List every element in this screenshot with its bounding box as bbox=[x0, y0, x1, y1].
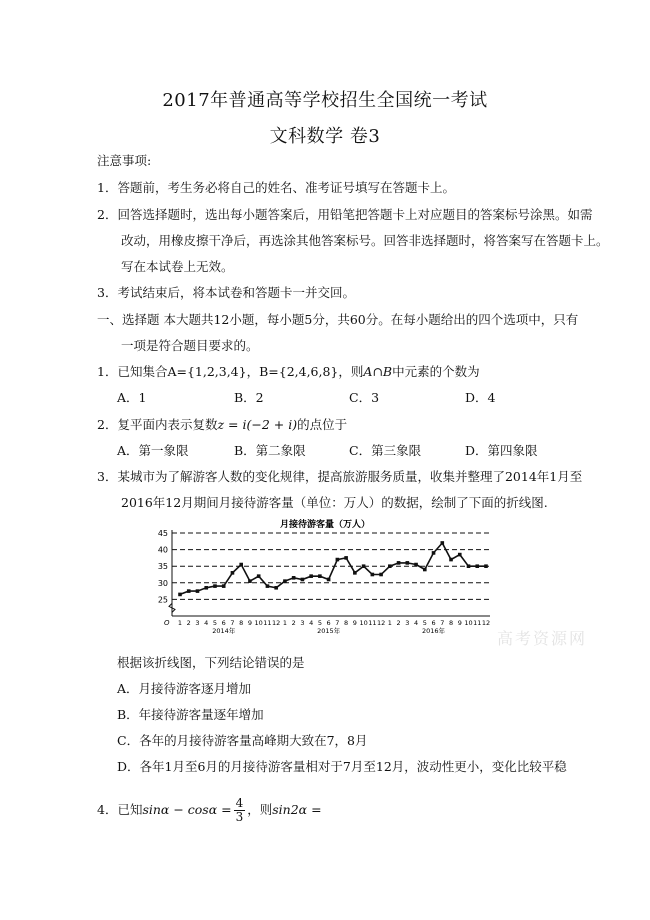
data-point bbox=[222, 584, 226, 588]
data-point bbox=[248, 579, 252, 583]
data-point bbox=[406, 561, 410, 565]
x-tick-label: 11 bbox=[368, 619, 377, 627]
data-point bbox=[231, 571, 235, 575]
x-tick-label: 11 bbox=[473, 619, 482, 627]
x-tick-label: 12 bbox=[272, 619, 281, 627]
x-tick-label: 9 bbox=[352, 619, 357, 627]
q1-option-c: C．3 bbox=[349, 390, 380, 405]
data-point bbox=[484, 564, 488, 568]
q3-prompt: 根据该折线图，下列结论错误的是 bbox=[117, 655, 305, 670]
x-tick-label: 1 bbox=[282, 619, 287, 627]
q1-option-d: D．4 bbox=[465, 390, 496, 405]
data-point bbox=[309, 574, 313, 578]
x-tick-label: 7 bbox=[440, 619, 445, 627]
q1-prefix: 1．已知集合A={1,2,3,4}，B={2,4,6,8}，则 bbox=[97, 364, 364, 379]
notice-item-1: 1．答题前，考生务必将自己的姓名、准考证号填写在答题卡上。 bbox=[97, 180, 455, 195]
line-chart bbox=[150, 514, 500, 642]
data-point bbox=[301, 578, 305, 582]
q1-option-b: B．2 bbox=[234, 390, 264, 405]
data-point bbox=[257, 574, 261, 578]
x-tick-label: 2 bbox=[396, 619, 401, 627]
x-tick-label: 3 bbox=[405, 619, 410, 627]
q3-option-b: B．年接待游客量逐年增加 bbox=[117, 707, 264, 722]
y-tick-label: 25 bbox=[157, 595, 168, 605]
data-point bbox=[204, 586, 208, 590]
x-tick-label: 12 bbox=[376, 619, 386, 627]
q3-option-c: C．各年的月接待游客量高峰期大致在7，8月 bbox=[117, 733, 368, 748]
data-point bbox=[458, 553, 462, 557]
exam-title: 2017年普通高等学校招生全国统一考试 bbox=[162, 90, 488, 111]
data-point bbox=[353, 571, 357, 575]
data-point bbox=[266, 584, 270, 588]
data-point bbox=[318, 574, 322, 578]
x-tick-label: 5 bbox=[212, 619, 218, 627]
x-tick-label: 6 bbox=[221, 619, 226, 627]
data-point bbox=[187, 589, 191, 593]
question-4 bbox=[97, 795, 322, 825]
section-heading-cont: 一项是符合题目要求的。 bbox=[121, 338, 259, 353]
data-point bbox=[475, 564, 479, 568]
notice-item-3: 3．考试结束后，将本试卷和答题卡一并交回。 bbox=[97, 285, 355, 300]
x-tick-label: 4 bbox=[413, 619, 419, 627]
x-tick-label: 1 bbox=[177, 619, 183, 627]
data-point bbox=[467, 564, 471, 568]
x-tick-label: 2 bbox=[186, 619, 191, 627]
data-point bbox=[239, 563, 243, 567]
origin-label: O bbox=[164, 619, 170, 627]
data-point bbox=[440, 541, 444, 545]
x-tick-label: 8 bbox=[344, 619, 349, 627]
notice-item-2-cont: 改动，用橡皮擦干净后，再选涂其他答案标号。回答非选择题时，将答案写在答题卡上。 bbox=[121, 233, 609, 248]
x-tick-label: 10 bbox=[464, 619, 473, 627]
q4-math-2: sin2α = bbox=[272, 802, 322, 817]
x-tick-label: 10 bbox=[254, 619, 263, 627]
x-tick-label: 11 bbox=[263, 619, 272, 627]
notice-item-2: 2．回答选择题时，选出每小题答案后，用铅笔把答题卡上对应题目的答案标号涂黑。如需 bbox=[97, 207, 593, 222]
data-point bbox=[423, 568, 427, 572]
q4-fraction-den: 3 bbox=[235, 810, 244, 824]
q2-option-b: B．第二象限 bbox=[234, 443, 306, 458]
data-point bbox=[371, 573, 375, 577]
q2-option-a: A．第一象限 bbox=[117, 443, 189, 458]
data-point bbox=[432, 551, 436, 555]
data-point bbox=[283, 579, 287, 583]
exam-subtitle: 文科数学 卷3 bbox=[269, 126, 381, 147]
data-point bbox=[213, 584, 217, 588]
notice-heading: 注意事项: bbox=[97, 153, 152, 168]
q1-suffix: 中元素的个数为 bbox=[392, 364, 480, 379]
x-tick-label: 7 bbox=[335, 619, 340, 627]
x-tick-label: 8 bbox=[239, 619, 244, 627]
question-2 bbox=[97, 417, 347, 433]
x-tick-label: 3 bbox=[195, 619, 200, 627]
q2-suffix: 的点位于 bbox=[297, 417, 348, 432]
y-tick-label: 35 bbox=[157, 562, 168, 572]
x-tick-label: 5 bbox=[422, 619, 427, 627]
x-tick-label: 2 bbox=[291, 619, 296, 627]
x-tick-label: 4 bbox=[204, 619, 209, 627]
data-point bbox=[344, 556, 348, 560]
chart-title: 月接待游客量（万人） bbox=[279, 520, 371, 530]
y-tick-label: 30 bbox=[157, 578, 168, 588]
data-point bbox=[336, 558, 340, 562]
data-point bbox=[388, 564, 392, 568]
q4-fraction-num: 4 bbox=[235, 796, 244, 810]
q2-option-c: C．第三象限 bbox=[349, 443, 422, 458]
question-3: 3．某城市为了解游客人数的变化规律，提高旅游服务质量，收集并整理了2014年1月至 bbox=[97, 469, 583, 484]
x-tick-label: 6 bbox=[431, 619, 436, 627]
data-point bbox=[397, 561, 401, 565]
section-heading: 一、选择题 本大题共12小题，每小题5分，共60分。在每小题给出的四个选项中，只有 bbox=[97, 312, 579, 327]
q2-prefix: 2．复平面内表示复数 bbox=[97, 417, 218, 432]
data-point bbox=[379, 573, 383, 577]
y-tick-label: 40 bbox=[157, 545, 168, 555]
x-tick-label: 1 bbox=[387, 619, 392, 627]
q4-prefix: 4．已知 bbox=[97, 802, 143, 817]
watermark: 高考资源网 bbox=[497, 629, 588, 648]
x-tick-label: 7 bbox=[230, 619, 235, 627]
q3-option-a: A．月接待游客逐月增加 bbox=[117, 681, 252, 696]
x-tick-label: 9 bbox=[247, 619, 253, 627]
x-tick-label: 10 bbox=[359, 619, 368, 627]
x-tick-label: 3 bbox=[300, 619, 305, 627]
q4-math: sinα − cosα = bbox=[142, 802, 232, 817]
x-tick-label: 8 bbox=[448, 619, 454, 627]
x-tick-label: 6 bbox=[326, 619, 331, 627]
data-point bbox=[196, 589, 200, 593]
question-3-cont: 2016年12月期间月接待游客量（单位：万人）的数据，绘制了下面的折线图. bbox=[121, 495, 548, 510]
series-line bbox=[180, 543, 486, 594]
q1-math: A∩B bbox=[363, 364, 393, 379]
data-point bbox=[414, 563, 418, 567]
x-tick-label: 5 bbox=[317, 619, 322, 627]
year-label: 2015年 bbox=[317, 627, 341, 635]
q2-option-d: D．第四象限 bbox=[465, 443, 538, 458]
notice-item-2-cont2: 写在本试卷上无效。 bbox=[121, 259, 234, 274]
data-point bbox=[449, 558, 453, 562]
data-point bbox=[327, 578, 331, 582]
data-point bbox=[362, 564, 366, 568]
question-1 bbox=[97, 364, 480, 380]
y-tick-label: 45 bbox=[157, 529, 168, 538]
q2-math: z = i(−2 + i) bbox=[217, 417, 298, 432]
x-tick-label: 9 bbox=[457, 619, 462, 627]
year-label: 2014年 bbox=[212, 627, 236, 635]
data-point bbox=[274, 586, 278, 590]
year-label: 2016年 bbox=[422, 627, 446, 635]
x-tick-label: 4 bbox=[309, 619, 314, 627]
q3-option-d: D．各年1月至6月的月接待游客量相对于7月至12月，波动性更小，变化比较平稳 bbox=[117, 759, 567, 774]
q4-fraction bbox=[234, 797, 246, 824]
x-tick-label: 12 bbox=[481, 619, 491, 627]
q4-mid: ，则 bbox=[247, 802, 273, 817]
data-point bbox=[292, 576, 296, 580]
q1-option-a: A．1 bbox=[117, 390, 147, 405]
data-point bbox=[178, 593, 182, 597]
